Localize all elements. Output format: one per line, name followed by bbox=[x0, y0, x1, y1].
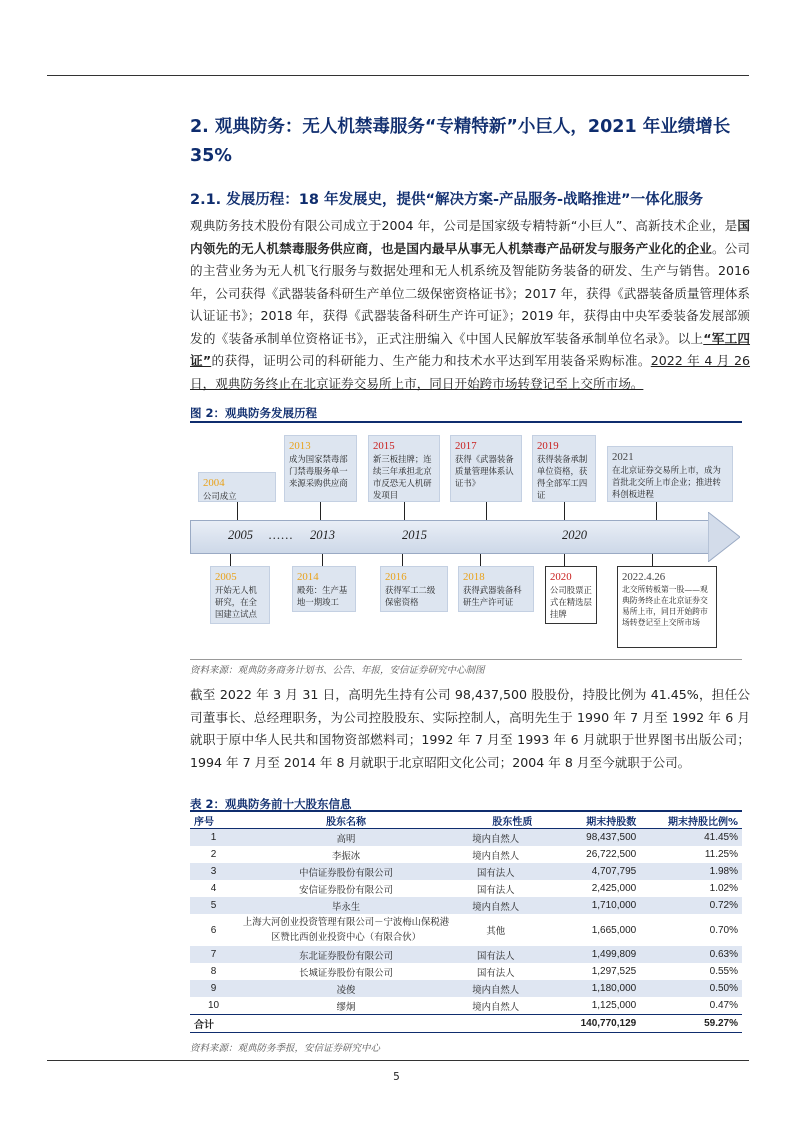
table-row bbox=[190, 846, 742, 863]
col-header: 股东性质 bbox=[455, 811, 536, 829]
table-cell: 3 bbox=[190, 863, 237, 880]
bottom-card-2020 bbox=[545, 566, 597, 624]
bottom-card-2018 bbox=[458, 566, 534, 612]
table-cell: 59.27% bbox=[640, 1015, 742, 1033]
table-cell: 国有法人 bbox=[476, 884, 515, 896]
card-text: 殿苑：生产基地一期竣工 bbox=[297, 585, 348, 607]
table-cell: 0.55% bbox=[709, 966, 738, 977]
card-year: 2021 bbox=[612, 451, 634, 463]
card-text: 获得军工二级保密资格 bbox=[385, 585, 436, 607]
card-year: 2013 bbox=[289, 440, 311, 452]
table-cell: 6 bbox=[210, 924, 217, 936]
intro-text-3: 的获得，证明公司的科研能力、生产能力和技术水平达到军用装备采购标准。 bbox=[211, 353, 651, 368]
card-text: 获得《武器装备质量管理体系认证书》 bbox=[455, 454, 514, 488]
table-cell: 国有法人 bbox=[455, 946, 536, 963]
card-year: 2015 bbox=[373, 440, 395, 452]
bottom-card-2014 bbox=[292, 566, 356, 612]
card-year: 2019 bbox=[537, 440, 559, 452]
axis-label-2020: 2020 bbox=[562, 528, 587, 542]
card-text: 开始无人机研究，在全国建立试点 bbox=[215, 585, 257, 619]
table-cell: 7 bbox=[190, 946, 237, 963]
card-text: 获得武器装备科研生产许可证 bbox=[463, 585, 522, 607]
card-year: 2014 bbox=[297, 571, 319, 583]
table-cell: 98,437,500 bbox=[536, 829, 640, 847]
connector bbox=[404, 502, 405, 520]
card-text: 新三板挂牌；连续三年承担北京市反恐无人机研发项目 bbox=[373, 454, 432, 500]
connector bbox=[656, 502, 657, 520]
connector bbox=[486, 502, 487, 520]
table-cell: 国有法人 bbox=[476, 967, 515, 979]
table-row bbox=[190, 829, 742, 847]
table-cell: 4 bbox=[210, 883, 217, 894]
table-row bbox=[190, 897, 742, 914]
table-cell: 境内自然人 bbox=[472, 850, 520, 862]
top-card-2004 bbox=[198, 472, 276, 502]
footer-rule bbox=[47, 1060, 749, 1061]
table-cell: 1,665,000 bbox=[591, 924, 637, 936]
table-row bbox=[190, 963, 742, 980]
table-row bbox=[190, 980, 742, 997]
card-text: 公司股票正式在精选层挂牌 bbox=[550, 585, 592, 619]
table-cell: 境内自然人 bbox=[472, 1001, 520, 1013]
table-cell: 安信证券股份有限公司 bbox=[299, 884, 393, 896]
timeline-figure bbox=[190, 424, 742, 659]
top-card-2017 bbox=[450, 435, 522, 502]
table-source: 资料来源：观典防务季报，安信证券研究中心 bbox=[190, 1043, 381, 1054]
intro-text-2: 。公司的主营业务为无人机飞行服务与数据处理和无人机系统及智能防务装备的研发、生产与销售。2016 年，公司获得《武器装备科研生产单位二级保密资格证书》；2017 年，获得《武器装备质量管理体系认证证书》；2018 年，获得《武器装备科研生产许可证》；2019 年，获得由中央军委装备发展部颁发的《装备承制单位资格证书》，正式注册编入《中国人民解放军装备承制单位名录》。以上 bbox=[190, 240, 751, 346]
table-row bbox=[190, 1015, 742, 1033]
table-row bbox=[190, 997, 742, 1015]
table-cell: 10 bbox=[207, 1000, 220, 1011]
bottom-card-2005 bbox=[210, 566, 270, 624]
table-row bbox=[190, 863, 742, 880]
table-cell: 中信证券股份有限公司 bbox=[237, 863, 455, 880]
table-cell: 5 bbox=[190, 897, 237, 914]
figure-top-rule bbox=[190, 421, 742, 423]
table-cell: 1.98% bbox=[640, 863, 742, 880]
table-cell: 1,125,000 bbox=[591, 1000, 637, 1011]
header-rule bbox=[47, 75, 749, 76]
shareholder-table bbox=[190, 810, 742, 1033]
connector bbox=[564, 502, 565, 520]
intro-text-1: 观典防务技术股份有限公司成立于2004 年，公司是国家级专精特新“小巨人”、高新技术企业，是 bbox=[190, 218, 738, 233]
table-cell: 境内自然人 bbox=[455, 980, 536, 997]
table-cell: 国有法人 bbox=[455, 863, 536, 880]
card-year: 2018 bbox=[463, 571, 485, 583]
connector bbox=[320, 502, 321, 520]
axis-label-2015: 2015 bbox=[402, 528, 427, 542]
figure-source: 资料来源：观典防务商务计划书、公告、年报，安信证券研究中心制图 bbox=[190, 665, 485, 676]
table-cell: 9 bbox=[190, 980, 237, 997]
table-cell: 140,770,129 bbox=[536, 1015, 640, 1033]
table-cell: 境内自然人 bbox=[455, 897, 536, 914]
connector bbox=[564, 554, 565, 566]
table-cell: 上海大河创业投资管理有限公司－宁波梅山保税港区赞比西创业投资中心（有限合伙） bbox=[242, 917, 450, 943]
table-row bbox=[190, 914, 742, 946]
connector bbox=[230, 554, 231, 566]
page-number: 5 bbox=[393, 1071, 400, 1083]
table-cell: 1,499,809 bbox=[536, 946, 640, 963]
intro-text-4: 2022 年 4 月 26 日，观典防务终止在北京证券交易所上市，同日开始跨市场转登记至上交所市场。 bbox=[190, 353, 751, 391]
card-text: 成为国家禁毒部门禁毒服务单一来源采购供应商 bbox=[289, 454, 348, 488]
table-cell: 合计 bbox=[190, 1015, 237, 1033]
card-year: 2005 bbox=[215, 571, 237, 583]
top-card-2021 bbox=[607, 446, 733, 502]
connector bbox=[322, 554, 323, 566]
card-text: 在北京证券交易所上市，成为首批北交所上市企业；推进转科创板进程 bbox=[612, 465, 721, 499]
table-cell: 0.47% bbox=[709, 1000, 738, 1011]
card-year: 2022.4.26 bbox=[622, 571, 666, 583]
table-cell: 11.25% bbox=[704, 849, 738, 860]
table-title: 表 2：观典防务前十大股东信息 bbox=[190, 797, 352, 811]
table-cell: 凌俊 bbox=[237, 980, 455, 997]
table-cell: 东北证券股份有限公司 bbox=[237, 946, 455, 963]
table-cell: 其他 bbox=[486, 926, 506, 937]
col-header: 股东名称 bbox=[237, 811, 455, 829]
table-cell: 1,710,000 bbox=[536, 897, 640, 914]
intro-bold-1: 国内领先的无人机禁毒服务供应商，也是国内最早从事无人机禁毒产品研发与服务产业化的企业 bbox=[190, 218, 750, 256]
table-cell bbox=[455, 1015, 536, 1033]
card-year: 2017 bbox=[455, 440, 477, 452]
table-cell: 4,707,795 bbox=[536, 863, 640, 880]
table-cell: 1.02% bbox=[709, 883, 738, 894]
card-year: 2020 bbox=[550, 571, 572, 583]
subsection-title: 2.1. 发展历程：18 年发展史，提供“解决方案-产品服务-战略推进”一体化服务 bbox=[190, 192, 704, 208]
table-cell: 0.72% bbox=[640, 897, 742, 914]
table-cell: 缪炯 bbox=[336, 1001, 356, 1013]
bottom-card-2022 bbox=[617, 566, 717, 648]
bottom-card-2016 bbox=[380, 566, 448, 612]
card-year: 2016 bbox=[385, 571, 407, 583]
intro-bold-2: “军工四证” bbox=[190, 330, 751, 368]
connector bbox=[237, 502, 238, 520]
card-text: 获得装备承制单位资格，获得全部军工四证 bbox=[537, 454, 588, 500]
col-header: 期末持股数 bbox=[536, 811, 640, 829]
figure-title: 图 2：观典防务发展历程 bbox=[190, 406, 318, 420]
connector bbox=[480, 554, 481, 566]
card-year: 2004 bbox=[203, 477, 225, 489]
col-header: 序号 bbox=[190, 811, 237, 829]
table-cell: 高明 bbox=[237, 829, 455, 847]
top-card-2019 bbox=[532, 435, 596, 502]
table-cell: 2 bbox=[210, 849, 217, 860]
card-text: 北交所转板第一股——观典防务终止在北京证券交易所上市，同日开始跨市场转登记至上交所市场 bbox=[622, 585, 708, 627]
table-cell: 0.70% bbox=[709, 924, 738, 936]
top-card-2013 bbox=[284, 435, 357, 502]
connector bbox=[402, 554, 403, 566]
table-cell: 1 bbox=[190, 829, 237, 847]
table-cell: 1,297,525 bbox=[591, 966, 637, 977]
table-cell: 1,180,000 bbox=[536, 980, 640, 997]
intro-paragraph bbox=[190, 215, 750, 395]
table-cell: 2,425,000 bbox=[591, 883, 637, 894]
table-cell: 26,722,500 bbox=[586, 849, 637, 860]
shareholder-paragraph: 截至 2022 年 3 月 31 日，高明先生持有公司 98,437,500 股股份，持股比例为 41.45%，担任公司董事长、总经理职务，为公司控股股东、实际控制人，高明先生于 1990 年 7 月至 1992 年 6 月就职于原中华人民共和国物资部燃料司；1992 年 7 月至 1993 年 6 月就职于世界图书出版公司；1994 年 7 月至 2014 年 8 月就职于北京昭阳文化公司；2004 年 8 月至今就职于公司。 bbox=[190, 687, 750, 770]
section-title: 2. 观典防务：无人机禁毒服务“专精特新”小巨人，2021 年业绩增长 35% bbox=[190, 117, 731, 166]
timeline-arrow-head bbox=[708, 512, 740, 562]
connector bbox=[652, 554, 653, 566]
table-cell: 毕永生 bbox=[237, 897, 455, 914]
table-cell: 0.63% bbox=[640, 946, 742, 963]
table-row bbox=[190, 946, 742, 963]
axis-label-ellipsis: …… bbox=[268, 528, 293, 542]
table-cell: 0.50% bbox=[640, 980, 742, 997]
table-cell: 境内自然人 bbox=[455, 829, 536, 847]
table-cell: 长城证券股份有限公司 bbox=[299, 967, 393, 979]
card-text: 公司成立 bbox=[203, 491, 237, 501]
table-cell: 8 bbox=[210, 966, 217, 977]
axis-label-2005: 2005 bbox=[228, 528, 253, 542]
table-row bbox=[190, 880, 742, 897]
table-cell bbox=[237, 1015, 455, 1033]
col-header: 期末持股比例% bbox=[640, 811, 742, 829]
table-cell: 李振冰 bbox=[331, 850, 361, 862]
axis-label-2013: 2013 bbox=[310, 528, 335, 542]
table-cell: 41.45% bbox=[640, 829, 742, 847]
figure-bottom-rule bbox=[190, 659, 742, 660]
top-card-2015 bbox=[368, 435, 440, 502]
